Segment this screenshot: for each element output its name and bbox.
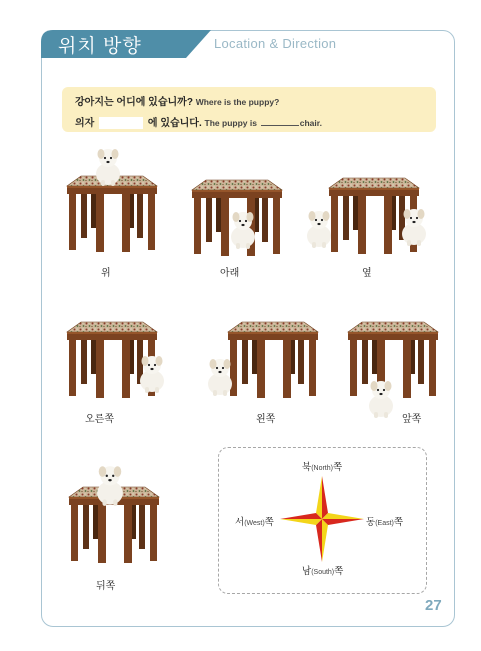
puppy-behind (95, 465, 125, 491)
compass-south: 남(South)쪽 (302, 566, 344, 577)
compass-east: 동(East)쪽 (366, 517, 404, 528)
answer-underline (261, 125, 299, 126)
page-subtitle: Location & Direction (214, 36, 337, 51)
compass-rose-icon (272, 474, 372, 564)
label-front: 앞쪽 (402, 414, 422, 425)
stool-above (67, 176, 157, 256)
answer-blank[interactable] (99, 117, 143, 129)
answer-ko-b: 에 있습니다. (147, 118, 202, 129)
question-line-1 (75, 93, 279, 108)
answer-ko-a: 의자 (75, 118, 95, 129)
puppy-front (367, 380, 397, 420)
answer-en-b: chair. (299, 118, 322, 128)
question-en: Where is the puppy? (195, 97, 280, 107)
puppy-right (138, 355, 168, 395)
compass-west: 서(West)쪽 (235, 517, 274, 528)
page-number: 27 (425, 597, 442, 614)
label-left: 왼쪽 (256, 414, 276, 425)
label-beside: 옆 (362, 268, 372, 279)
puppy-beside-right (400, 208, 430, 248)
question-line-2 (75, 114, 322, 129)
label-right: 오른쪽 (85, 414, 114, 425)
label-above: 위 (101, 268, 111, 279)
label-behind: 뒤쪽 (96, 581, 116, 592)
page-title: 위치 방향 (58, 36, 142, 57)
puppy-beside-left (305, 210, 335, 250)
question-ko: 강아지는 어디에 있습니까? (75, 97, 193, 108)
compass-north: 북(North)쪽 (302, 462, 343, 473)
answer-en-a: The puppy is (204, 118, 257, 128)
puppy-below (229, 211, 259, 251)
puppy-left (206, 358, 236, 398)
puppy-above (94, 148, 124, 188)
label-below: 아래 (220, 268, 240, 279)
stool-left (228, 322, 318, 402)
